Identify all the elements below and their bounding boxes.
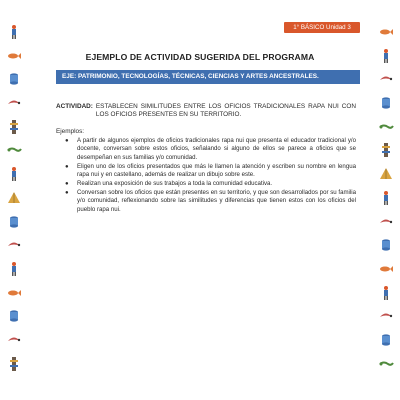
example-text: Conversan sobre los oficios que están presentes en su territorio, y que son desarrollados por su familia y/o comunidad, reflexionando sobre las similitudes y diferencias que tienen estos con los oficios del pueblo rapa nui. xyxy=(77,189,356,213)
bird-icon xyxy=(6,95,22,111)
list-item xyxy=(56,163,356,180)
figure-icon xyxy=(6,166,22,182)
bullet-icon: ● xyxy=(65,190,69,197)
figure-icon xyxy=(6,261,22,277)
fish-icon xyxy=(378,24,394,40)
lizard-icon xyxy=(378,356,394,372)
list-item xyxy=(56,189,356,214)
unit-badge xyxy=(284,22,360,33)
examples-label: Ejemplos: xyxy=(56,128,85,135)
activity-label: ACTIVIDAD: xyxy=(56,103,93,110)
example-text: A partir de algunos ejemplos de oficios tradicionales rapa nui que presenta el educador tradicional y/o docente, conversan sobre estos oficios, señalando si alguno de ellos se parece a oficios que se desempeñan en sus familias y/o comunidad. xyxy=(77,137,356,161)
shell-icon xyxy=(378,166,394,182)
example-text: Realizan una exposición de sus trabajos a toda la comunidad educativa. xyxy=(77,180,273,188)
drum-icon xyxy=(378,237,394,253)
figure-icon xyxy=(378,190,394,206)
drum-icon xyxy=(6,71,22,87)
bird-icon xyxy=(378,71,394,87)
drum-icon xyxy=(378,332,394,348)
example-text: Eligen uno de los oficios presentados que más le llamen la atención y escriben su nombre en lengua rapa nui y en castellano, además de realizar un dibujo sobre este. xyxy=(77,162,356,178)
grade-number: 1° xyxy=(293,24,300,31)
fish-icon xyxy=(378,261,394,277)
lizard-icon xyxy=(6,142,22,158)
fish-icon xyxy=(6,285,22,301)
figure-icon xyxy=(6,24,22,40)
list-item xyxy=(56,180,356,188)
totem-icon xyxy=(6,119,22,135)
lizard-icon xyxy=(378,119,394,135)
grade-unit-text: BÁSICO Unidad 3 xyxy=(300,24,351,31)
totem-icon xyxy=(6,356,22,372)
left-decoration-column xyxy=(5,24,23,379)
shell-icon xyxy=(6,190,22,206)
page-title: EJEMPLO DE ACTIVIDAD SUGERIDA DEL PROGRAMA xyxy=(85,52,315,62)
drum-icon xyxy=(6,214,22,230)
examples-list xyxy=(56,137,356,215)
bullet-icon: ● xyxy=(65,181,69,188)
drum-icon xyxy=(378,95,394,111)
list-item xyxy=(56,137,356,162)
figure-icon xyxy=(378,285,394,301)
bullet-icon: ● xyxy=(65,163,69,170)
drum-icon xyxy=(6,308,22,324)
activity-text: ESTABLECEN SIMILITUDES ENTRE LOS OFICIOS TRADICIONALES RAPA NUI CON LOS OFICIOS PRESENTES EN SU TERRITORIO. xyxy=(95,103,356,119)
bird-icon xyxy=(378,214,394,230)
bullet-icon: ● xyxy=(65,138,69,144)
bird-icon xyxy=(6,237,22,253)
bird-icon xyxy=(378,308,394,324)
axis-banner: EJE: PATRIMONIO, TECNOLOGÍAS, TÉCNICAS, CIENCIAS Y ARTES ANCESTRALES. xyxy=(56,70,360,84)
right-decoration-column xyxy=(377,24,395,379)
activity-block xyxy=(56,103,356,120)
totem-icon xyxy=(378,142,394,158)
bird-icon xyxy=(6,332,22,348)
